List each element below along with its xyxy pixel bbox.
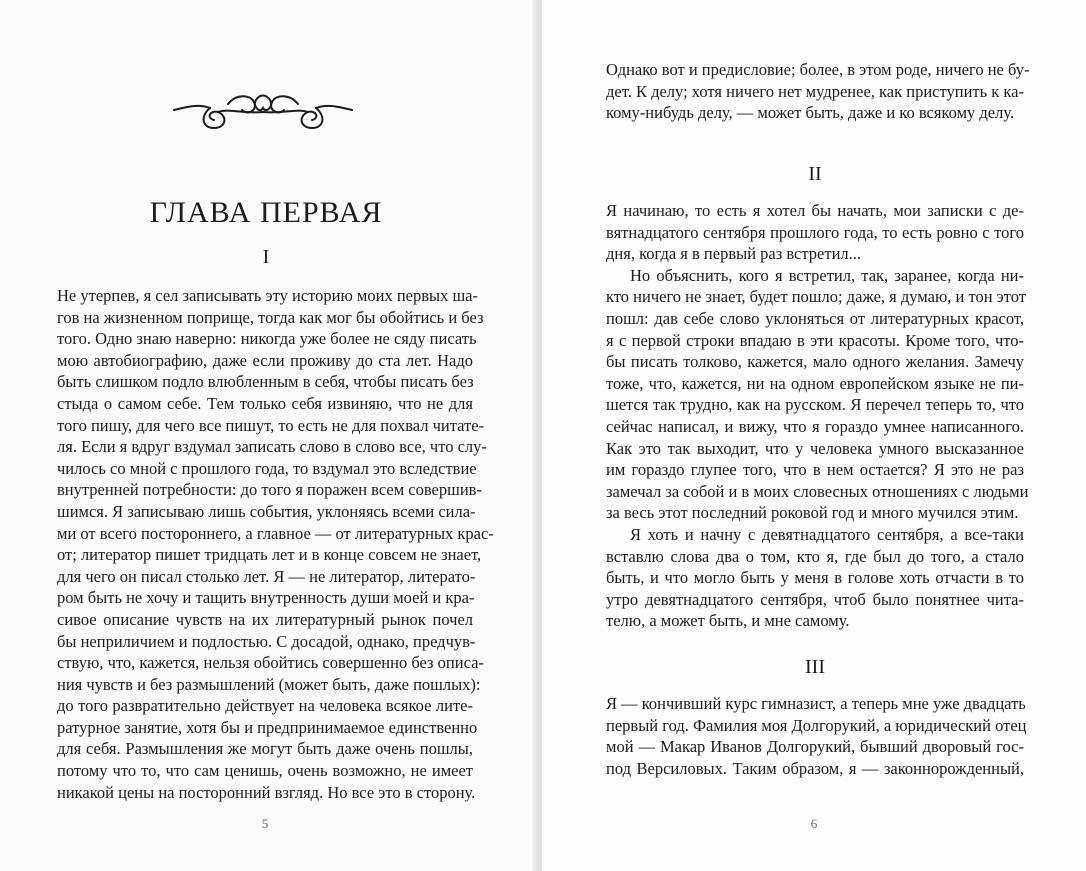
text-line: для чего он писал столько лет. Я — не литератор, литерато- [57,566,476,586]
text-line: стыда о самом себе. Тем только себя извиняю, что не для [57,393,473,413]
text-line: гов на жизненном поприще, тогда как мог бы обойтись и без [57,307,484,327]
text-line: Однако вот и предисловие; более, в этом роде, ничего не бу- [606,60,1030,79]
flourish-ornament-icon [170,86,356,136]
right-page [542,0,1086,871]
left-page [0,0,540,871]
section-two-text [606,200,1029,632]
text-line: ром быть не хочу и тащить внутренность души моей и кра- [57,588,475,608]
text-line: дня, когда я в первый раз встретил... [606,244,862,264]
text-line: замечал за собой и в моих словесных отношениях с людьми [606,481,1029,501]
text-line: для себя. Размышления же могут быть даже очень пошлы, [57,739,473,759]
text-line: вставлю слова два о том, кто я, где был до того, а стало [606,546,1024,566]
text-line: под Версиловых. Таким образом, я — законнорожденный, [606,758,1024,778]
text-line: быть слишком подло влюбленным в себя, чтобы писать без [57,372,474,392]
text-line: того. Одно знаю наверно: никогда уже более не сяду писать [57,329,477,349]
text-line: Я хоть и начну с девятнадцатого сентября, а все-таки [630,524,1024,544]
text-line: Я начинаю, то есть я хотел бы начать, мои записки с де- [606,201,1024,220]
text-line: вятнадцатого сентября прошлого года, то есть ровно с того [606,222,1024,242]
text-line: от; литератор пишет тридцать лет и в конце совсем не знает, [57,545,482,565]
text-line: Как это так выходит, что у человека умного высказанное [606,438,1024,458]
page-number-right: 6 [810,816,818,831]
text-line: дет. К делу; хотя ничего нет мудренее, как приступить к ка- [606,81,1024,101]
left-body-text [57,285,494,803]
section-three-text [606,693,1027,779]
text-line: ствую, что, кажется, нельзя обойтись совершенно без описа- [57,653,484,673]
intro-text [606,59,1030,124]
text-line: шимся. Я записываю лишь события, уклоняясь всеми сила- [57,501,476,521]
text-line: утро девятнадцатого сентября, чтоб было понятнее чита- [606,589,1024,609]
text-line: потому что то, что сам ценишь, очень возможно, не имеет [57,761,473,781]
text-line: чилось со мной с прошлого года, то вздумал это вследствие [57,458,477,478]
text-line: кому-нибудь делу, — может быть, даже и ко всякому делу. [606,103,1015,123]
text-line: шется так трудно, как на русском. Я перечел теперь то, что [606,395,1024,415]
text-line: Не утерпев, я сел записывать эту историю моих первых ша- [57,286,478,305]
text-line: ля. Если я вдруг вздумал записать слово в слово все, что слу- [57,437,487,457]
text-line: бы неприличием и подлостью. С досадой, однако, предчув- [57,631,476,651]
text-line: им гораздо глупее того, что в нем остается? Я это не раз [606,460,1024,480]
section-number-one: I [262,246,270,268]
text-line: мой — Макар Иванов Долгорукий, бывший дворовый гос- [606,737,1024,757]
text-line: ратурное занятие, хотя бы и предпринимаемое единственно [57,717,478,737]
text-line: тоже, что, кажется, ни на одном европейском языке не пи- [606,373,1024,393]
text-line: пошл: дав себе слово уклоняться от литературных красот, [606,308,1024,328]
text-line: ми от всего постороннего, а главное — от литературных крас- [57,523,494,543]
text-line: Но объяснить, кого я встретил, так, заранее, когда ни- [630,265,1024,285]
section-number-three: III [805,656,825,678]
section-number-two: II [808,163,822,185]
text-line: Я — кончивший курс гимназист, а теперь мне уже двадцать [606,694,1026,713]
text-line: телю, а может быть, и мне самому. [606,611,850,631]
text-line: того пишу, для чего все пишут, то есть не для похвал читате- [57,415,485,435]
text-line: кто ничего не знает, будет пошло; даже, я думаю, и тон этот [606,287,1027,307]
text-line: первый год. Фамилия моя Долгорукий, а юридический отец [606,715,1027,735]
text-line: мою автобиографию, даже если проживу до ста лет. Надо [57,350,473,370]
page-number-left: 5 [261,816,269,831]
text-line: я с первой строки впадаю в эти красоты. Кроме того, что- [606,330,1024,350]
text-line: бы писать толково, кажется, мало одного желания. Замечу [606,352,1024,372]
text-line: сейчас написал, и вижу, что я гораздо умнее написанного. [606,416,1024,436]
text-line: никакой цены на посторонний взгляд. Но все это в сторону. [57,782,476,802]
text-line: за весь этот последний роковой год и много мучился этим. [606,503,1019,523]
text-line: быть, и что могло быть у меня в голове хоть отчасти в то [606,568,1024,588]
text-line: ния чувств и без размышлений (может быть, даже пошлых): [57,674,481,694]
text-line: до того развратительно действует на человека всякое лите- [57,696,473,716]
chapter-title: ГЛАВА ПЕРВАЯ [149,196,383,229]
text-line: внутренней потребности: до того я поражен всем совершив- [57,480,482,500]
text-line: сивое описание чувств на их литературный рынок почел [57,609,473,629]
